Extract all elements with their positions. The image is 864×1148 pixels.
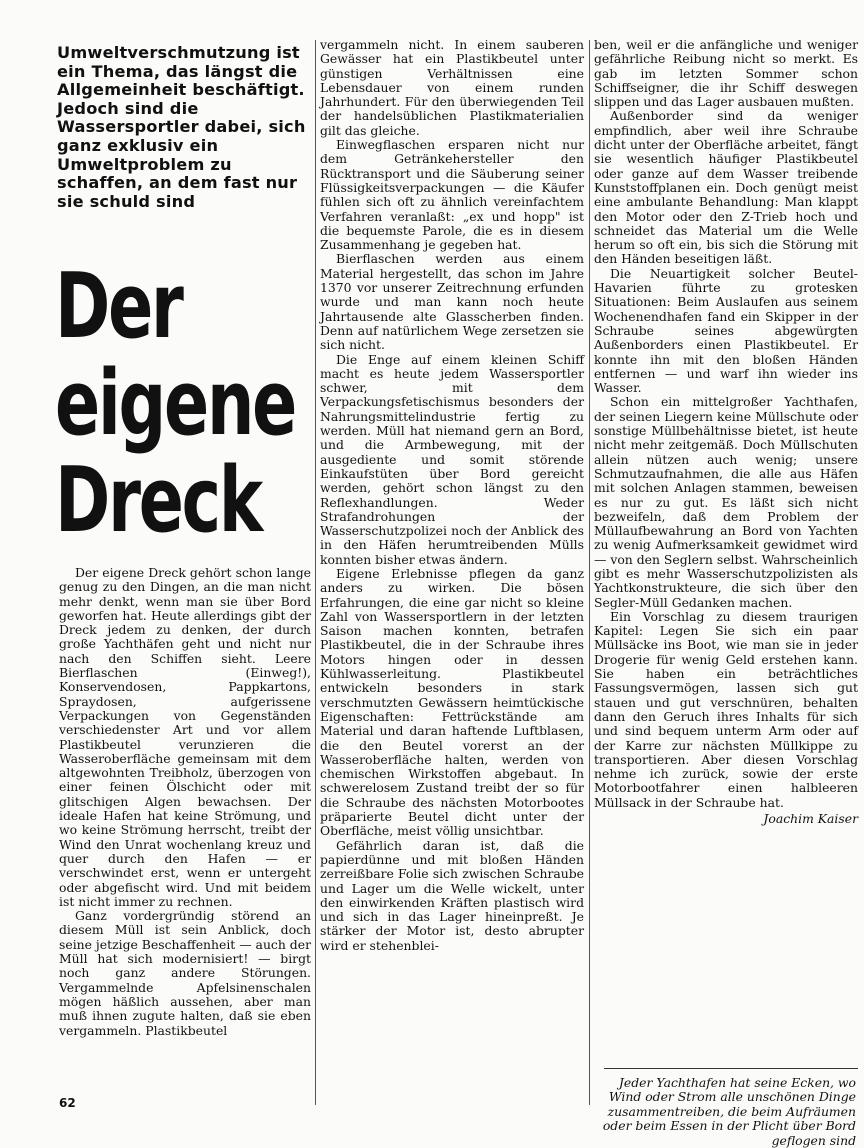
headline-line: eigene <box>55 351 296 456</box>
headline-line: Dreck <box>55 448 261 553</box>
paragraph: vergammeln nicht. In einem sauberen Gewässer hat ein Plastikbeutel unter günstigen Verhältnissen eine Lebensdauer von einem runden Jahrhundert. Für den überwiegenden Teil der handelsüblichen Plastikmaterialien gilt das gleiche. <box>320 37 584 138</box>
paragraph: ben, weil er die anfängliche und weniger gefährliche Reibung nicht so merkt. Es gab im letzten Sommer schon Schiffseigner, die ihr Schiff deswegen slippen und das Lager ausbauen mußten. <box>594 37 858 110</box>
caption-divider <box>604 1068 858 1069</box>
paragraph: Eigene Erlebnisse pflegen da ganz anders zu wirken. Die bösen Erfahrungen, die eine gar nicht so kleine Zahl von Wassersportlern in der letzten Saison machen konnten, betrafen Plastikbeutel, die in der Schraube ihres Motors hingen oder in dessen Kühlwasserleitung. Plastikbeutel entwickeln besonders in stark verschmutzten Gewässern heimtückische Eigenschaften: Fettrückstände am Material und daran haftende Luftblasen, die den Beutel vorerst an der Wasseroberfläche halten, werden von chemischen Wirkstoffen abgebaut. In schwerelosem Zustand treibt der so für die Schraube des nächsten Motorbootes präparierte Beutel dicht unter der Oberfläche, meist völlig unsichtbar. <box>320 565 584 839</box>
paragraph: Schon ein mittelgroßer Yachthafen, der seinen Liegern keine Müllschute oder sonstige Müllbehältnisse bietet, ist heute nicht mehr zeitgemäß. Doch Müllschuten allein nützen auch wenig; unsere Schmutzaufnahmen, die alle aus Häfen mit solchen Anlagen stammen, beweisen es nur zu gut. Es läßt sich nicht bezweifeln, daß dem Problem der Müllaufbewahrung an Bord von Yachten zu wenig Aufmerksamkeit gewidmet wird — von den Seglern selbst. Wahrscheinlich gibt es mehr Wasserschutzpolizisten als Yachtkonstrukteure, die sich über den Segler-Müll Gedanken machen. <box>594 394 858 610</box>
paragraph: Einwegflaschen ersparen nicht nur dem Getränkehersteller den Rücktransport und die Säuberung seiner Flüssigkeitsverpackungen — die Käufer fühlen sich oft zu ähnlich vereinfachtem Verfahren veranlaßt: „ex und hopp" ist die bequemste Parole, die es in diesem Zusammenhang je gegeben hat. <box>320 137 584 253</box>
paragraph: Der eigene Dreck gehört schon lange genug zu den Dingen, an die man nicht mehr denkt, wenn man sie über Bord geworfen hat. Heute allerdings gibt der Dreck jedem zu denken, der durch große Yachthäfen geht und nicht nur nach den Schiffen sieht. Leere Bierflaschen (Einweg!), Konservendosen, Pappkartons, Spraydosen, aufgerissene Verpackungen von Gegenständen verschiedenster Art und vor allem Plastikbeutel verunzieren die Wasseroberfläche gemeinsam mit dem altgewohnten Treibholz, überzogen von einer feinen Ölschicht oder mit glitschigen Algen bewachsen. Der ideale Hafen hat keine Strömung, und wo keine Strömung herrscht, treibt der Wind den Unrat wochenlang kreuz und quer durch den Hafen — er verschwindet erst, wenn er untergeht oder abgefischt wird. Und mit beidem ist nicht immer zu rechnen. <box>59 565 311 909</box>
article-column-1 <box>59 566 311 1038</box>
column-divider <box>589 40 590 1105</box>
headline-line: Der <box>55 254 182 359</box>
article-column-2 <box>320 38 584 953</box>
column-divider <box>315 40 316 1105</box>
intro-lead: Umweltverschmutzung ist ein Thema, das längst die Allgemeinheit beschäftigt. Jedoch sind die Wassersportler dabei, sich ganz exklusiv ein Umweltproblem zu schaffen, an dem fast nur sie schuld sind <box>57 43 306 211</box>
article-column-3 <box>594 38 858 826</box>
paragraph: Bierflaschen werden aus einem Material hergestellt, das schon im Jahre 1370 vor unserer Zeitrechnung erfunden wurde und man kann noch heute Jahrtausende alte Glasscherben finden. Denn auf natürlichem Wege zersetzen sie sich nicht. <box>320 251 584 353</box>
author-byline: Joachim Kaiser <box>763 811 858 827</box>
page-number: 62 <box>59 1096 76 1110</box>
photo-caption: Jeder Yachthafen hat seine Ecken, wo Wind oder Strom alle unschönen Dinge zusammentreiben, die beim Aufräumen oder beim Essen in der Plicht über Bord geflogen sind <box>602 1075 856 1148</box>
paragraph: Ganz vordergründig störend an diesem Müll ist sein Anblick, doch seine jetzige Beschaffenheit — auch der Müll hat sich modernisiert! — birgt noch ganz andere Störungen. Vergammelnde Apfelsinenschalen mögen häßlich aussehen, aber man muß ihnen zugute halten, daß sie eben vergammeln. Plastikbeutel <box>59 908 311 1038</box>
paragraph: Die Neuartigkeit solcher Beutel-Havarien führte zu grotesken Situationen: Beim Auslaufen aus seinem Wochenendhafen fand ein Skipper in der Schraube seines abgewürgten Außenborders einen Plastikbeutel. Er konnte ihn mit den bloßen Händen entfernen — und warf ihn wieder ins Wasser. <box>594 265 858 396</box>
paragraph: Die Enge auf einem kleinen Schiff macht es heute jedem Wassersportler schwer, mit dem Verpackungsfetischismus besonders der Nahrungsmittelindustrie fertig zu werden. Müll hat niemand gern an Bord, und die Armbewegung, mit der ausgediente und somit störende Einkaufstüten über Bord gereicht werden, gehört schon längst zu den Reflexhandlungen. Weder Strafandrohungen der Wasserschutzpolizei noch der Anblick des in den Häfen herumtreibenden Mülls konnten bisher etwas ändern. <box>320 351 584 567</box>
paragraph: Gefährlich daran ist, daß die papierdünne und mit bloßen Händen zerreißbare Folie sich zwischen Schraube und Lager um die Welle wickelt, unter den einwirkenden Kräften plastisch wird und sich in das Lager hineinpreßt. Je stärker der Motor ist, desto abrupter wird er stehenblei- <box>320 837 584 953</box>
paragraph: Außenborder sind da weniger empfindlich, aber weil ihre Schraube dicht unter der Oberfläche arbeitet, fängt sie wesentlich häufiger Plastikbeutel oder ganze auf dem Wasser treibende Kunststoffplanen ein. Doch genügt meist eine ambulante Behandlung: Man klappt den Motor oder den Z-Trieb hoch und schneidet das Material um die Welle herum so oft ein, bis sich die Störung mit den Händen beseitigen läßt. <box>594 108 858 267</box>
paragraph: Ein Vorschlag zu diesem traurigen Kapitel: Legen Sie sich ein paar Müllsäcke ins Boot, wie man sie in jeder Drogerie für wenig Geld erstehen kann. Sie haben ein beträchtliches Fassungsvermögen, lassen sich gut stauen und gut verschnüren, behalten dann den Geruch ihres Inhalts für sich und sind bequem unterm Arm oder auf der Karre zur nächsten Müllkippe zu transportieren. Aber diesen Vorschlag nehme ich zurück, sowie der erste Motorbootfahrer einen halbleeren Müllsack in der Schraube hat. <box>594 608 858 810</box>
headline <box>55 254 296 553</box>
